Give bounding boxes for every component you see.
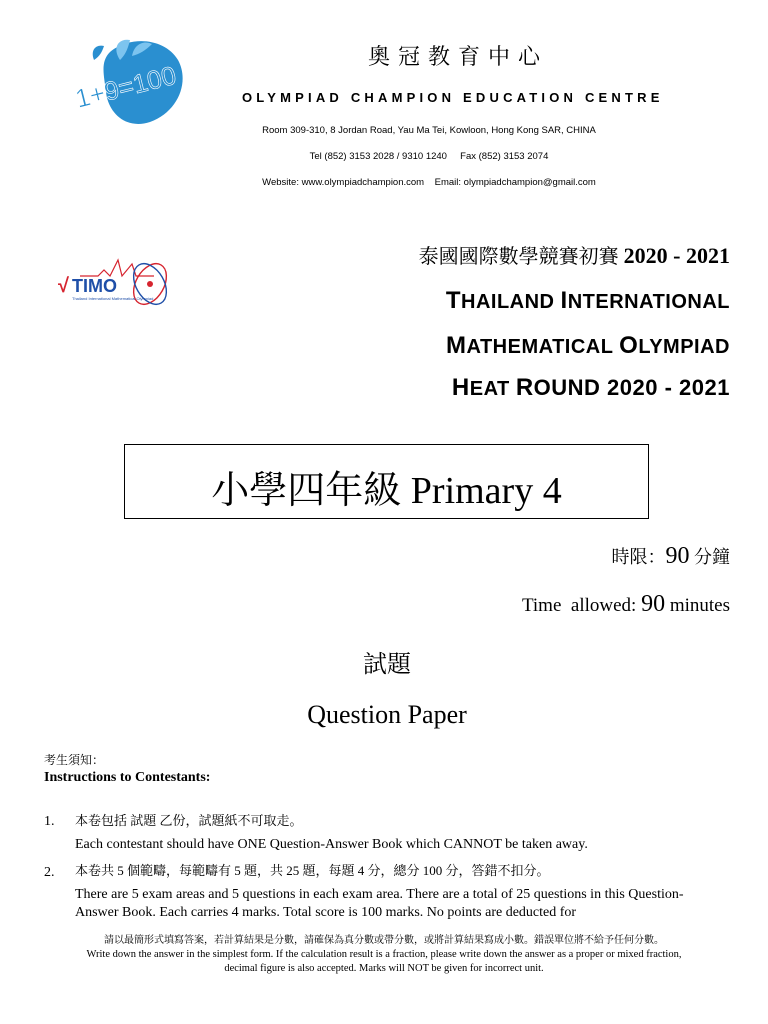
org-name-english: OLYMPIAD CHAMPION EDUCATION CENTRE: [242, 90, 664, 105]
t3-rest2: OUND 2020 - 2021: [533, 375, 730, 400]
timo-logo-text: TIMO: [72, 276, 117, 296]
t3-rest1: EAT: [469, 378, 516, 400]
footer-en-line-1: Write down the answer in the simplest form. If the calculation result is a fraction, please write down the answer as a proper or mixed fraction,: [86, 949, 682, 960]
footer-cn: 請以最簡形式填寫答案，若計算結果是分數，請確保為真分數或帶分數，或將計算結果寫成小數。錯誤單位將不給予任何分數。: [104, 935, 664, 946]
instruction-item: [75, 862, 735, 922]
grade-box: [124, 444, 649, 519]
olympiad-champion-logo: [70, 30, 230, 130]
time-cn-value: 90: [665, 543, 690, 569]
instructions-heading-english: Instructions to Contestants:: [44, 770, 211, 785]
t2-rest1: ATHEMATICAL: [466, 336, 620, 358]
question-paper-english: Question Paper: [307, 700, 467, 729]
time-cn-label: 時限：: [611, 547, 666, 567]
org-address: Room 309-310, 8 Jordan Road, Yau Ma Tei, Kowloon, Hong Kong SAR, CHINA: [262, 125, 596, 136]
time-en-unit: minutes: [669, 595, 730, 616]
timo-logo-subtitle: Thailand International Mathematical Olympiad: [72, 296, 154, 301]
footer-en-line-2: decimal figure is also accepted. Marks will NOT be given for incorrect unit.: [224, 963, 544, 974]
grade-en: Primary 4: [410, 470, 562, 512]
time-allowed-chinese: [612, 543, 731, 570]
question-paper-chinese: 試題: [363, 652, 411, 678]
t1-rest2: NTERNATIONAL: [567, 291, 730, 313]
competition-title-line-1: [446, 287, 730, 315]
instruction-number: 1.: [44, 814, 55, 829]
t3-cap1: H: [451, 374, 470, 401]
svg-text:√: √: [58, 275, 69, 297]
grade-label: [125, 459, 648, 514]
time-en-value: 90: [641, 591, 666, 617]
t3-cap2: R: [515, 374, 534, 401]
instruction-en: There are 5 exam areas and 5 questions in each exam area. There are a total of 25 questions in this Question-Answer Book. Each carries 4 marks. Total score is 100 marks. No points are deducted for: [75, 887, 684, 920]
instructions-heading-chinese: 考生須知：: [44, 753, 105, 767]
instruction-number: 2.: [44, 865, 55, 880]
competition-title-line-2: [446, 332, 730, 360]
instruction-cn: 本卷共 5 個範疇，每範疇有 5 題，共 25 題，每題 4 分，總分 100 分，答錯不扣分。: [75, 863, 550, 878]
org-phone-fax: Tel (852) 3153 2028 / 9310 1240 Fax (852) 3153 2074: [309, 151, 549, 162]
t1-rest1: HAILAND: [461, 291, 561, 313]
competition-year: 2020 - 2021: [623, 243, 730, 268]
footer-note: [0, 934, 768, 976]
timo-logo: [58, 240, 176, 320]
instruction-item: [75, 812, 735, 854]
instruction-cn: 本卷包括 試題 乙份，試題紙不可取走。: [75, 813, 303, 828]
competition-title-chinese: [419, 240, 730, 269]
org-website-email: Website: www.olympiadchampion.com Email: olympiadchampion@gmail.com: [262, 177, 596, 188]
logo-equation: 1+9=100: [72, 59, 180, 114]
grade-cn: 小學四年級: [211, 470, 402, 512]
t1-cap1: T: [445, 287, 461, 314]
time-allowed-english: [522, 591, 730, 618]
competition-title-cn-text: 泰國國際數學競賽初賽: [418, 246, 619, 268]
t2-rest2: LYMPIAD: [638, 336, 730, 358]
competition-title-line-3: [452, 374, 730, 402]
time-en-label: Time allowed:: [521, 595, 637, 616]
org-name-chinese: 奧冠教育中心: [368, 44, 549, 69]
t2-cap1: M: [446, 332, 467, 359]
time-cn-unit: 分鐘: [694, 547, 730, 567]
t2-cap2: O: [619, 332, 639, 359]
t1-cap2: I: [560, 287, 568, 314]
instruction-en: Each contestant should have ONE Question-Answer Book which CANNOT be taken away.: [75, 837, 588, 852]
